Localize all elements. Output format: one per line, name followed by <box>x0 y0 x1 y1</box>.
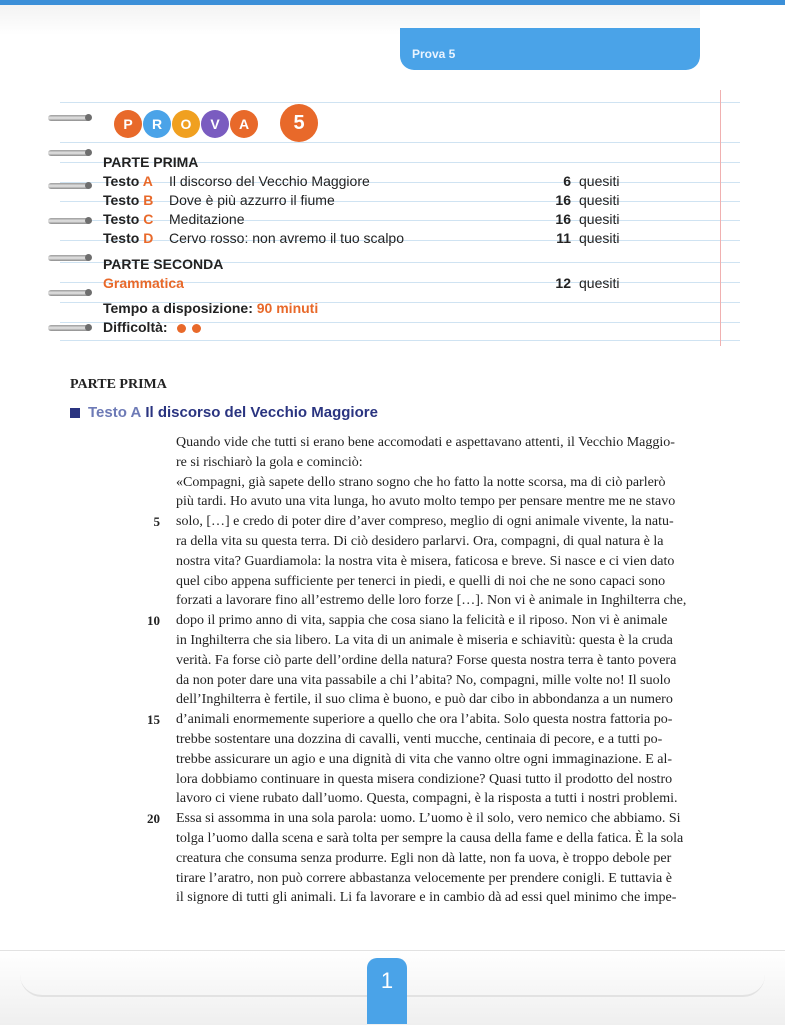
text-line: trebbe sostentare una dozzina di cavalli, venti mucche, centinaia di pecore, e a tutti po- <box>176 732 663 747</box>
text-line: Quando vide che tutti si erano bene accomodati e aspettavano attenti, il Vecchio Maggio- <box>176 435 675 450</box>
notebook-rule <box>60 102 740 103</box>
text-line: lavoro ci viene rubato dall’uomo. Questa, compagni, è la risposta a tutti i nostri problemi. <box>176 791 678 807</box>
text-line: d’animali enormemente superiore a quello che ora l’abita. Solo questa nostra fattoria po- <box>176 712 673 728</box>
notebook-margin-line <box>720 90 721 346</box>
time-info <box>103 300 318 316</box>
time-value: 90 minuti <box>256 300 319 316</box>
toc-row-label: Testo C <box>103 211 154 227</box>
toc-row-unit: quesiti <box>579 230 620 246</box>
page-number-tab <box>367 958 407 1024</box>
toc-row-unit: quesiti <box>579 211 620 227</box>
time-label: Tempo a disposizione: <box>103 300 253 316</box>
spiral-ring-icon <box>48 218 90 224</box>
text-line: dell’Inghilterra è fertile, il suo clima è buono, e può dar cibo in abbondanza a un numero <box>176 692 673 708</box>
toc-row-count: 16 <box>555 211 571 227</box>
spiral-ring-icon <box>48 150 90 156</box>
difficulty-label: Difficoltà: <box>103 319 168 335</box>
toc-row <box>103 211 623 229</box>
notebook-rule <box>60 142 740 143</box>
text-line: il signore di tutti gli animali. Li fa lavorare e in cambio dà ad essi quel minimo che impe- <box>176 890 677 906</box>
text-line: da non poter dare una vita passabile a chi l’abita? No, compagni, mille volte no! Il suolo <box>176 672 671 688</box>
line-number: 15 <box>147 712 160 728</box>
text-line: ra della vita su questa terra. Di ciò desidero parlarvi. Ora, compagni, di qual natura è la <box>176 534 664 549</box>
text-line: tirare l’aratro, non può correre abbastanza velocemente per prendere conigli. E tuttavia è <box>176 870 672 886</box>
toc-row-count: 16 <box>555 192 571 208</box>
toc-grammar-unit: quesiti <box>579 275 620 291</box>
text-line: «Compagni, già sapete dello strano sogno che ho fatto la notte scorsa, ma di ciò parlerò <box>176 474 666 490</box>
toc-row-title: Il discorso del Vecchio Maggiore <box>169 173 370 189</box>
header-tab-label: Prova 5 <box>412 47 456 61</box>
text-line: più tardi. Ho avuto una vita lunga, ho avuto molto tempo per pensare mentre me ne stavo <box>176 494 676 510</box>
toc-grammar-title: Grammatica <box>103 275 184 291</box>
prova-logo <box>114 104 334 140</box>
difficulty-info <box>103 319 201 335</box>
toc-row <box>103 173 623 191</box>
text-line: trebbe assicurare un agio e una dignità di vita che vanno oltre ogni immaginazione. E al- <box>176 751 673 767</box>
text-line: re si rischiarò la gola e cominciò: <box>176 454 363 470</box>
text-line: verità. Fa forse ciò parte dell’ordine della natura? Forse questa nostra terra è tanto povera <box>176 652 677 668</box>
notebook-rule <box>60 340 740 341</box>
logo-number: 5 <box>280 104 318 142</box>
toc-row <box>103 192 623 210</box>
toc-row-unit: quesiti <box>579 192 620 208</box>
text-line: creatura che consuma senza produrre. Egli non dà latte, non fa uova, è troppo debole per <box>176 850 672 866</box>
difficulty-dot-icon <box>192 324 201 333</box>
text-line: in Inghilterra che sia libero. La vita di un animale è miseria e schiavitù: questa è la cruda <box>176 633 673 648</box>
text-line: solo, […] e credo di poter dire d’aver compreso, meglio di ogni animale vivente, la natu- <box>176 514 674 530</box>
toc-row-title: Cervo rosso: non avremo il tuo scalpo <box>169 230 404 246</box>
square-bullet-icon <box>70 408 80 418</box>
text-line: dopo il primo anno di vita, sappia che cosa siano la felicità e il riposo. Non vi è animale <box>176 613 668 629</box>
spiral-ring-icon <box>48 115 90 121</box>
toc-row-label: Testo A <box>103 173 153 189</box>
logo-letter-a: A <box>230 110 258 138</box>
toc-row <box>103 230 623 248</box>
text-line: Essa si assomma in una sola parola: uomo. L’uomo è il solo, vero nemico che abbiamo. Si <box>176 811 681 827</box>
testo-heading <box>70 404 378 421</box>
text-line: nostra vita? Guardiamola: la nostra vita è misera, faticosa e breve. Si nasce e ci vien dato <box>176 553 675 569</box>
spiral-ring-icon <box>48 325 90 331</box>
header-tab <box>400 28 700 70</box>
toc-row-title: Dove è più azzurro il fiume <box>169 192 335 208</box>
text-line: quel cibo appena sufficiente per tenerci in piedi, e quelli di noi che ne sono capaci sono <box>176 573 666 589</box>
logo-letter-v: V <box>201 110 229 138</box>
toc-row-count: 11 <box>556 230 571 246</box>
spiral-ring-icon <box>48 255 90 261</box>
logo-letter-r: R <box>143 110 171 138</box>
line-number: 5 <box>153 514 160 530</box>
page-number: 1 <box>380 968 394 993</box>
toc-part1-title: PARTE PRIMA <box>103 154 199 170</box>
line-number: 10 <box>147 613 160 629</box>
spiral-ring-icon <box>48 183 90 189</box>
toc-row-label: Testo D <box>103 230 154 246</box>
toc-grammar-count: 12 <box>555 275 571 291</box>
toc-part2-title: PARTE SECONDA <box>103 256 224 272</box>
toc-row-unit: quesiti <box>579 173 620 189</box>
spiral-ring-icon <box>48 290 90 296</box>
toc-row-title: Meditazione <box>169 211 245 227</box>
difficulty-dots <box>171 319 201 335</box>
difficulty-dot-icon <box>177 324 186 333</box>
testo-label: Testo A <box>88 404 142 421</box>
testo-title: Il discorso del Vecchio Maggiore <box>145 404 378 421</box>
section-title: PARTE PRIMA <box>70 377 167 392</box>
text-line: lora dobbiamo continuare in questa misera condizione? Quasi tutto il prodotto del nostro <box>176 771 673 787</box>
toc-row-count: 6 <box>563 173 571 189</box>
text-line: forzati a lavorare fino all’estremo delle loro forze […]. Non vi è animale in Inghilterra che, <box>176 593 687 609</box>
toc-row-label: Testo B <box>103 192 154 208</box>
logo-letter-o: O <box>172 110 200 138</box>
logo-letter-p: P <box>114 110 142 138</box>
toc-grammar-row <box>103 275 623 293</box>
text-line: tolga l’uomo dalla scena e sarà tolta per sempre la causa della fame e della fatica. È la sola <box>176 831 684 846</box>
line-number: 20 <box>147 811 160 827</box>
